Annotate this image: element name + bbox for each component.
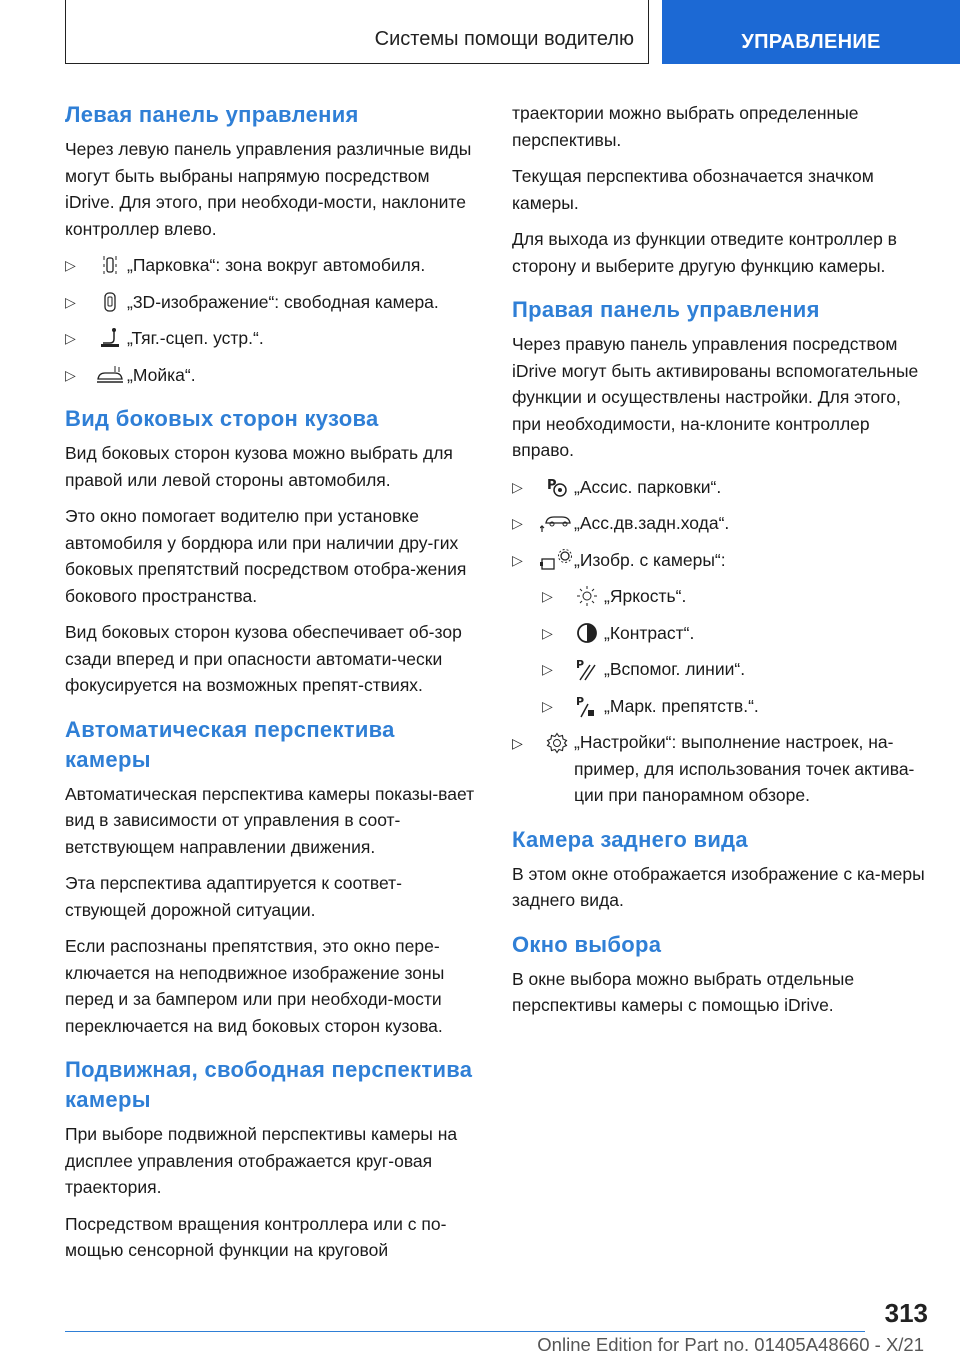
list-item	[65, 325, 480, 352]
svg-text:P: P	[576, 694, 585, 708]
list-item	[512, 547, 927, 574]
bullet-triangle-icon: ▷	[65, 330, 76, 346]
paragraph: Автоматическая перспектива камеры показы-вает вид в зависимости от управления в соот-ветствующем направлении движения.	[65, 783, 475, 857]
paragraph: Если распознаны препятствия, это окно пере-ключается на неподвижное изображение зоны перед и за бампером или при необходи-мости переключается на вид боковых сторон кузова.	[65, 936, 445, 1036]
list-item	[65, 252, 480, 279]
list-item	[512, 510, 927, 537]
section-side-view	[65, 404, 480, 699]
paragraph: Через левую панель управления различные виды могут быть выбраны напрямую посредством iDrive. Для этого, при необходи-мости, наклоните контроллер влево.	[65, 139, 472, 239]
list-item-text: „Асс.дв.задн.хода“.	[574, 513, 730, 533]
footer-divider	[65, 1331, 865, 1332]
heading-free-perspective: Подвижная, свободная перспектива камеры	[65, 1057, 473, 1112]
settings-gear-icon	[540, 729, 574, 809]
bullet-triangle-icon: ▷	[512, 515, 523, 531]
footer-edition: Online Edition for Part no. 01405A48660 - X/21	[537, 1334, 924, 1355]
right-column	[512, 100, 927, 1035]
bullet-triangle-icon: ▷	[65, 257, 76, 273]
paragraph: Вид боковых сторон кузова обеспечивает об-зор сзади вперед и при опасности автомати-чески фокусируется на возможных препят-ствиях.	[65, 622, 462, 695]
header-section-title: Системы помощи водителю	[374, 28, 634, 50]
paragraph: Вид боковых сторон кузова можно выбрать для правой или левой стороны автомобиля.	[65, 443, 453, 490]
bullet-triangle-icon: ▷	[512, 735, 523, 751]
paragraph: Это окно помогает водителю при установке автомобиля у бордюра или при наличии дру-гих боковых препятствий посредством отобра-жения бокового пространства.	[65, 506, 467, 606]
parking-view-icon	[93, 254, 127, 276]
left-column	[65, 100, 480, 1280]
list-item	[542, 656, 927, 683]
paragraph: Для выхода из функции отведите контроллер в сторону и выберите другую функцию камеры.	[512, 229, 897, 276]
bullet-triangle-icon: ▷	[542, 697, 553, 714]
bullet-triangle-icon: ▷	[65, 366, 76, 383]
paragraph: Посредством вращения контроллера или с по-мощью сенсорной функции на круговой	[65, 1213, 447, 1260]
list-item	[512, 729, 927, 809]
section-auto-perspective	[65, 715, 480, 1040]
heading-left-panel: Левая панель управления	[65, 102, 359, 127]
camera-settings-icon	[540, 548, 574, 572]
svg-text:P: P	[547, 477, 557, 493]
list-item-text: „Мойка“.	[127, 364, 196, 385]
sublist	[512, 583, 927, 719]
list-item-text: „Тяг.-сцеп. устр.“.	[127, 328, 264, 348]
list-item-text: „Марк. препятств.“.	[604, 695, 759, 716]
list-item	[542, 693, 927, 720]
paragraph: В этом окне отображается изображение с ка-меры заднего вида.	[512, 863, 925, 910]
heading-rear-camera: Камера заднего вида	[512, 826, 748, 852]
list-item-text: „Настройки“: выполнение настроек, на-пример, для использования точек актива-ции при панорамном обзоре.	[574, 732, 915, 805]
reversing-assistant-icon	[540, 512, 574, 534]
header-box	[65, 0, 649, 64]
list-item-text: „3D-изображение“: свободная камера.	[127, 291, 439, 312]
section-free-perspective	[65, 1055, 480, 1264]
list-item-text: „Изобр. с камеры“:	[574, 549, 726, 570]
paragraph: траектории можно выбрать определенные перспективы.	[512, 103, 859, 150]
paragraph: Текущая перспектива обозначается значком камеры.	[512, 166, 874, 213]
bullet-triangle-icon: ▷	[65, 293, 76, 310]
heading-selection-window: Окно выбора	[512, 931, 662, 957]
parking-assistant-icon	[540, 475, 574, 499]
section-selection-window	[512, 930, 927, 1019]
bullet-triangle-icon: ▷	[542, 661, 553, 677]
list-item-text: „Вспомог. линии“.	[604, 659, 746, 679]
header-chapter-tab[interactable]: УПРАВЛЕНИЕ	[662, 0, 960, 64]
list-item-text: „Ассис. парковки“.	[574, 476, 722, 497]
svg-text:P: P	[576, 658, 585, 672]
trailer-hitch-icon	[93, 327, 127, 349]
section-right-panel	[512, 295, 927, 809]
list-item	[65, 289, 480, 316]
list-item	[512, 474, 927, 501]
paragraph: В окне выбора можно выбрать отдельные перспективы камеры с помощью iDrive.	[512, 968, 855, 1015]
list-item-text: „Парковка“: зона вокруг автомобиля.	[127, 255, 426, 275]
paragraph: Эта перспектива адаптируется к соответ-ствующей дорожной ситуации.	[65, 873, 402, 920]
bullet-triangle-icon: ▷	[542, 588, 553, 604]
list-item-text: „Яркость“.	[604, 586, 687, 606]
bullet-triangle-icon: ▷	[542, 624, 553, 641]
heading-right-panel: Правая панель управления	[512, 297, 820, 322]
paragraph: При выборе подвижной перспективы камеры на дисплее управления отображается круг-овая траектория.	[65, 1124, 458, 1197]
paragraph: Через правую панель управления посредством iDrive могут быть активированы вспомогательные функции и осуществлены настройки. Для этого, при необходимости, на-клоните контроллер вправо.	[512, 334, 919, 460]
3d-view-icon	[93, 291, 127, 313]
car-wash-icon	[93, 364, 127, 386]
section-rear-camera	[512, 825, 927, 914]
list-item	[65, 362, 480, 389]
section-continuation	[512, 100, 927, 279]
section-left-panel	[65, 100, 480, 388]
bullet-triangle-icon: ▷	[512, 551, 523, 568]
guide-lines-icon	[570, 657, 604, 681]
brightness-icon	[570, 585, 604, 607]
page-number: 313	[884, 1298, 928, 1328]
contrast-icon	[570, 622, 604, 644]
list-item	[542, 583, 927, 610]
heading-auto-perspective: Автоматическая перспектива камеры	[65, 716, 395, 772]
heading-side-view: Вид боковых сторон кузова	[65, 406, 379, 431]
obstacle-marking-icon	[570, 694, 604, 718]
list-item	[542, 620, 927, 647]
list-item-text: „Контраст“.	[604, 622, 695, 643]
bullet-triangle-icon: ▷	[512, 478, 523, 495]
